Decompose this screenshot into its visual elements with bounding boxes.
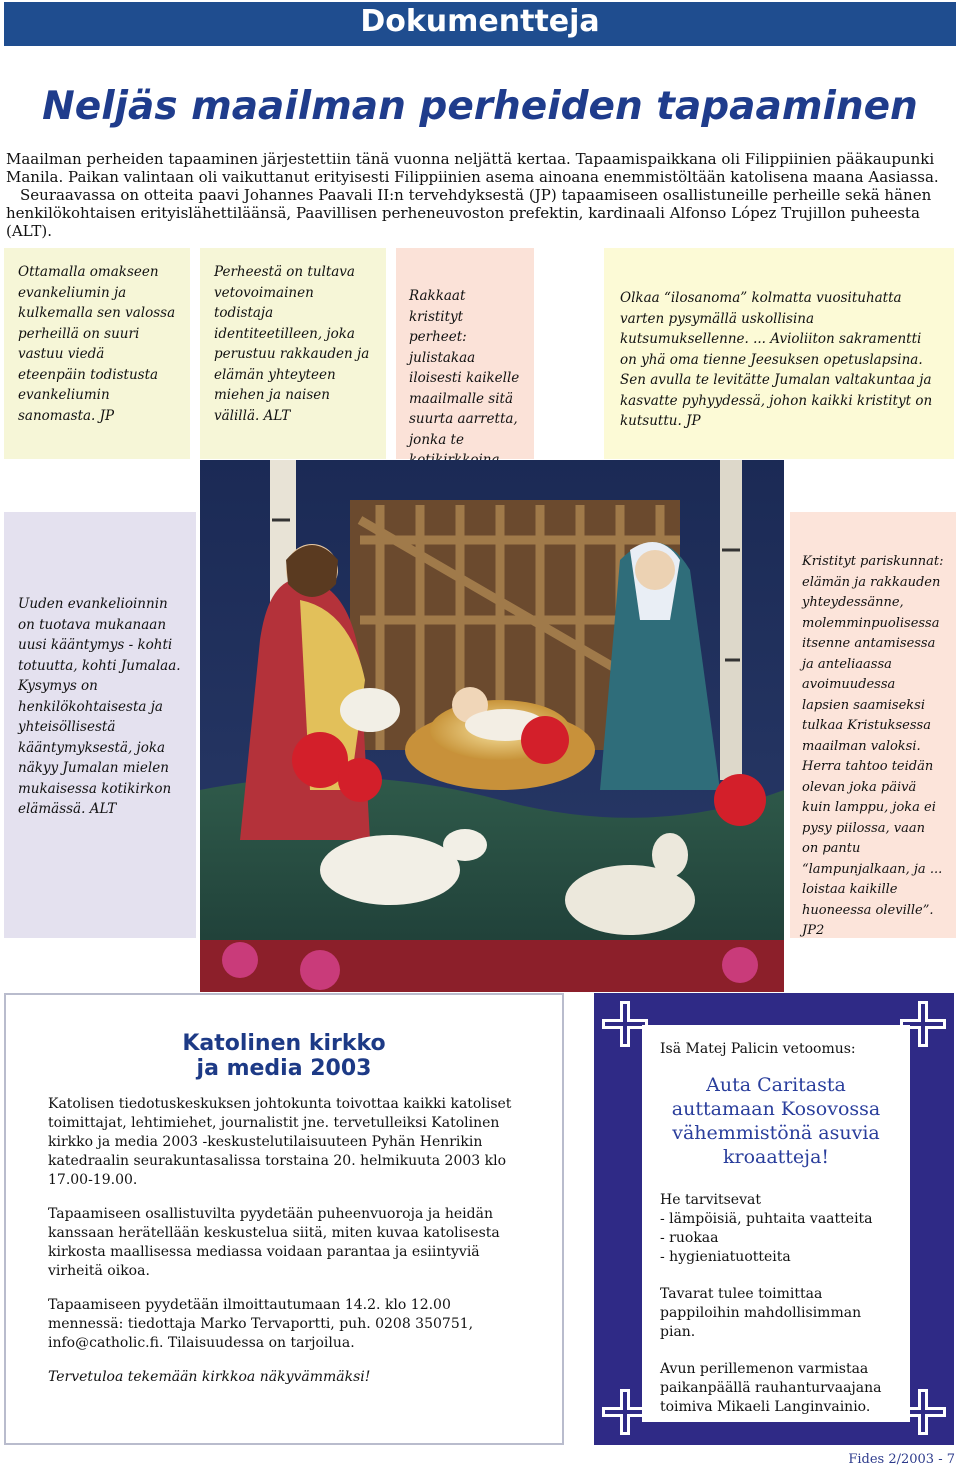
quote-box-1: Ottamalla omakseen evankeliumin ja kulkemalla sen valossa perheillä on suuri vastuu viedä eteenpäin todistusta evankeliumin sanomasta. JP (4, 248, 190, 459)
media-event-closing: Tervetuloa tekemään kirkkoa näkyvämmäksi! (48, 1369, 371, 1385)
intro-paragraph-1: Maailman perheiden tapaaminen järjestettiin tänä vuonna neljättä kertaa. Tapaamispaikkana oli Filippiinien pääkaupunki Manila. Paikan valintaan oli vaikuttanut erityisesti Filippiinien asema ainoana enemmistöltään katolisena maana Aasiassa. (6, 150, 939, 186)
quote-box-4: Olkaa “ilosanoma” kolmatta vuosituhatta varten pysymällä uskollisina kutsumuksellenne. ... Avioliiton sakramentti on yhä oma tienne Jeesuksen opetuslapsina. Sen avulla te levitätte Jumalan valtakuntaa ja kasvatte pyhyydessä, johon kaikki kristityt on kutsuttu. JP (604, 248, 954, 459)
caritas-appeal-by: Isä Matej Palicin vetoomus: (660, 1041, 856, 1057)
caritas-headline: Auta Caritasta auttamaan Kosovossa vähemmistönä asuvia kroaatteja! (671, 1074, 881, 1168)
media-event-registration: Tapaamiseen pyydetään ilmoittautumaan 14.2. klo 12.00 mennessä: tiedottaja Marko Tervaportti, puh. 0208 350751, info@catholic.fi. Tilaisuudessa on tarjoilua. (48, 1297, 474, 1351)
caritas-need-item: - ruokaa (660, 1230, 719, 1246)
nativity-photo (200, 460, 784, 992)
page-footer: Fides 2/2003 - 7 (848, 1452, 955, 1467)
quote-box-2: Perheestä on tultava vetovoimainen todistaja identiteetilleen, joka perustuu rakkauden ja elämän yhteyteen miehen ja naisen välillä. ALT (200, 248, 386, 459)
media-event-description: Tapaamiseen osallistuvilta pyydetään puheenvuoroja ja heidän kanssaan herätellään keskustelua siitä, miten kuvaa katolisesta kirkosta maallisessa mediassa voidaan parantaa ja esiintyviä virheitä oikoa. (48, 1206, 500, 1279)
caritas-safety: Avun perillemenon varmistaa paikanpäällä rauhanturvaajana toimiva Mikaeli Langinvainio. (660, 1361, 882, 1415)
media-event-title (48, 1031, 520, 1081)
section-title: Dokumentteja (360, 4, 600, 39)
quote-box-6: Kristityt pariskunnat: elämän ja rakkauden yhteydessänne, molemminpuolisessa itsenne antamisessa ja anteliaassa avoimuudessa lapsien saamiseksi tulkaa Kristuksessa maailman valoksi. Herra tahtoo teidän olevan joka päivä kuin lamppu, joka ei pysy piilossa, vaan on pantu “lampunjalkaan, ja ... loistaa kaikille huoneessa oleville”. JP2 (790, 512, 956, 938)
caritas-needs-intro: He tarvitsevat (660, 1192, 761, 1208)
caritas-appeal (642, 1025, 910, 1422)
caritas-need-item: - lämpöisiä, puhtaita vaatteita (660, 1211, 873, 1227)
article-intro (6, 150, 954, 240)
media-event-box (4, 993, 564, 1445)
quote-box-3: Rakkaat kristityt perheet: julistakaa iloisesti kaikelle maailmalle sitä suurta aarretta, jonka te (396, 248, 534, 459)
media-event-title-line2: ja media 2003 (196, 1056, 372, 1081)
media-event-title-line1: Katolinen kirkko (182, 1031, 386, 1056)
quote-box-5: Uuden evankelioinnin on tuotava mukanaan uusi kääntymys - kohti totuutta, kohti Jumalaa. Kysymys on henkilökohtaisesta ja yhteisöllisestä kääntymyksestä, joka näkyy Jumalan mielen mukaisessa kotikirkon elämässä. ALT (4, 512, 196, 938)
media-event-invitation: Katolisen tiedotuskeskuksen johtokunta toivottaa kaikki katoliset toimittajat, lehtimiehet, journalistit jne. tervetulleiksi Katolinen kirkko ja media 2003 -keskustelutilaisuuteen Pyhän Henrikin katedraalin seurakuntasalissa torstaina 20. helmikuuta 2003 klo 17.00-19.00. (48, 1096, 512, 1188)
article-title: Neljäs maailman perheiden tapaaminen (42, 84, 918, 129)
caritas-need-item: - hygieniatuotteita (660, 1249, 791, 1265)
intro-paragraph-2: Seuraavassa on otteita paavi Johannes Paavali II:n tervehdyksestä (JP) tapaamiseen osallistuneille perheille sekä hänen henkilökohtaisen erityislähettiläänsä, Paavillisen perheneuvoston prefektin, kardinaali Alfonso López Trujillon puheesta (ALT). (6, 186, 932, 240)
caritas-delivery: Tavarat tulee toimittaa pappiloihin mahdollisimman pian. (660, 1286, 862, 1340)
